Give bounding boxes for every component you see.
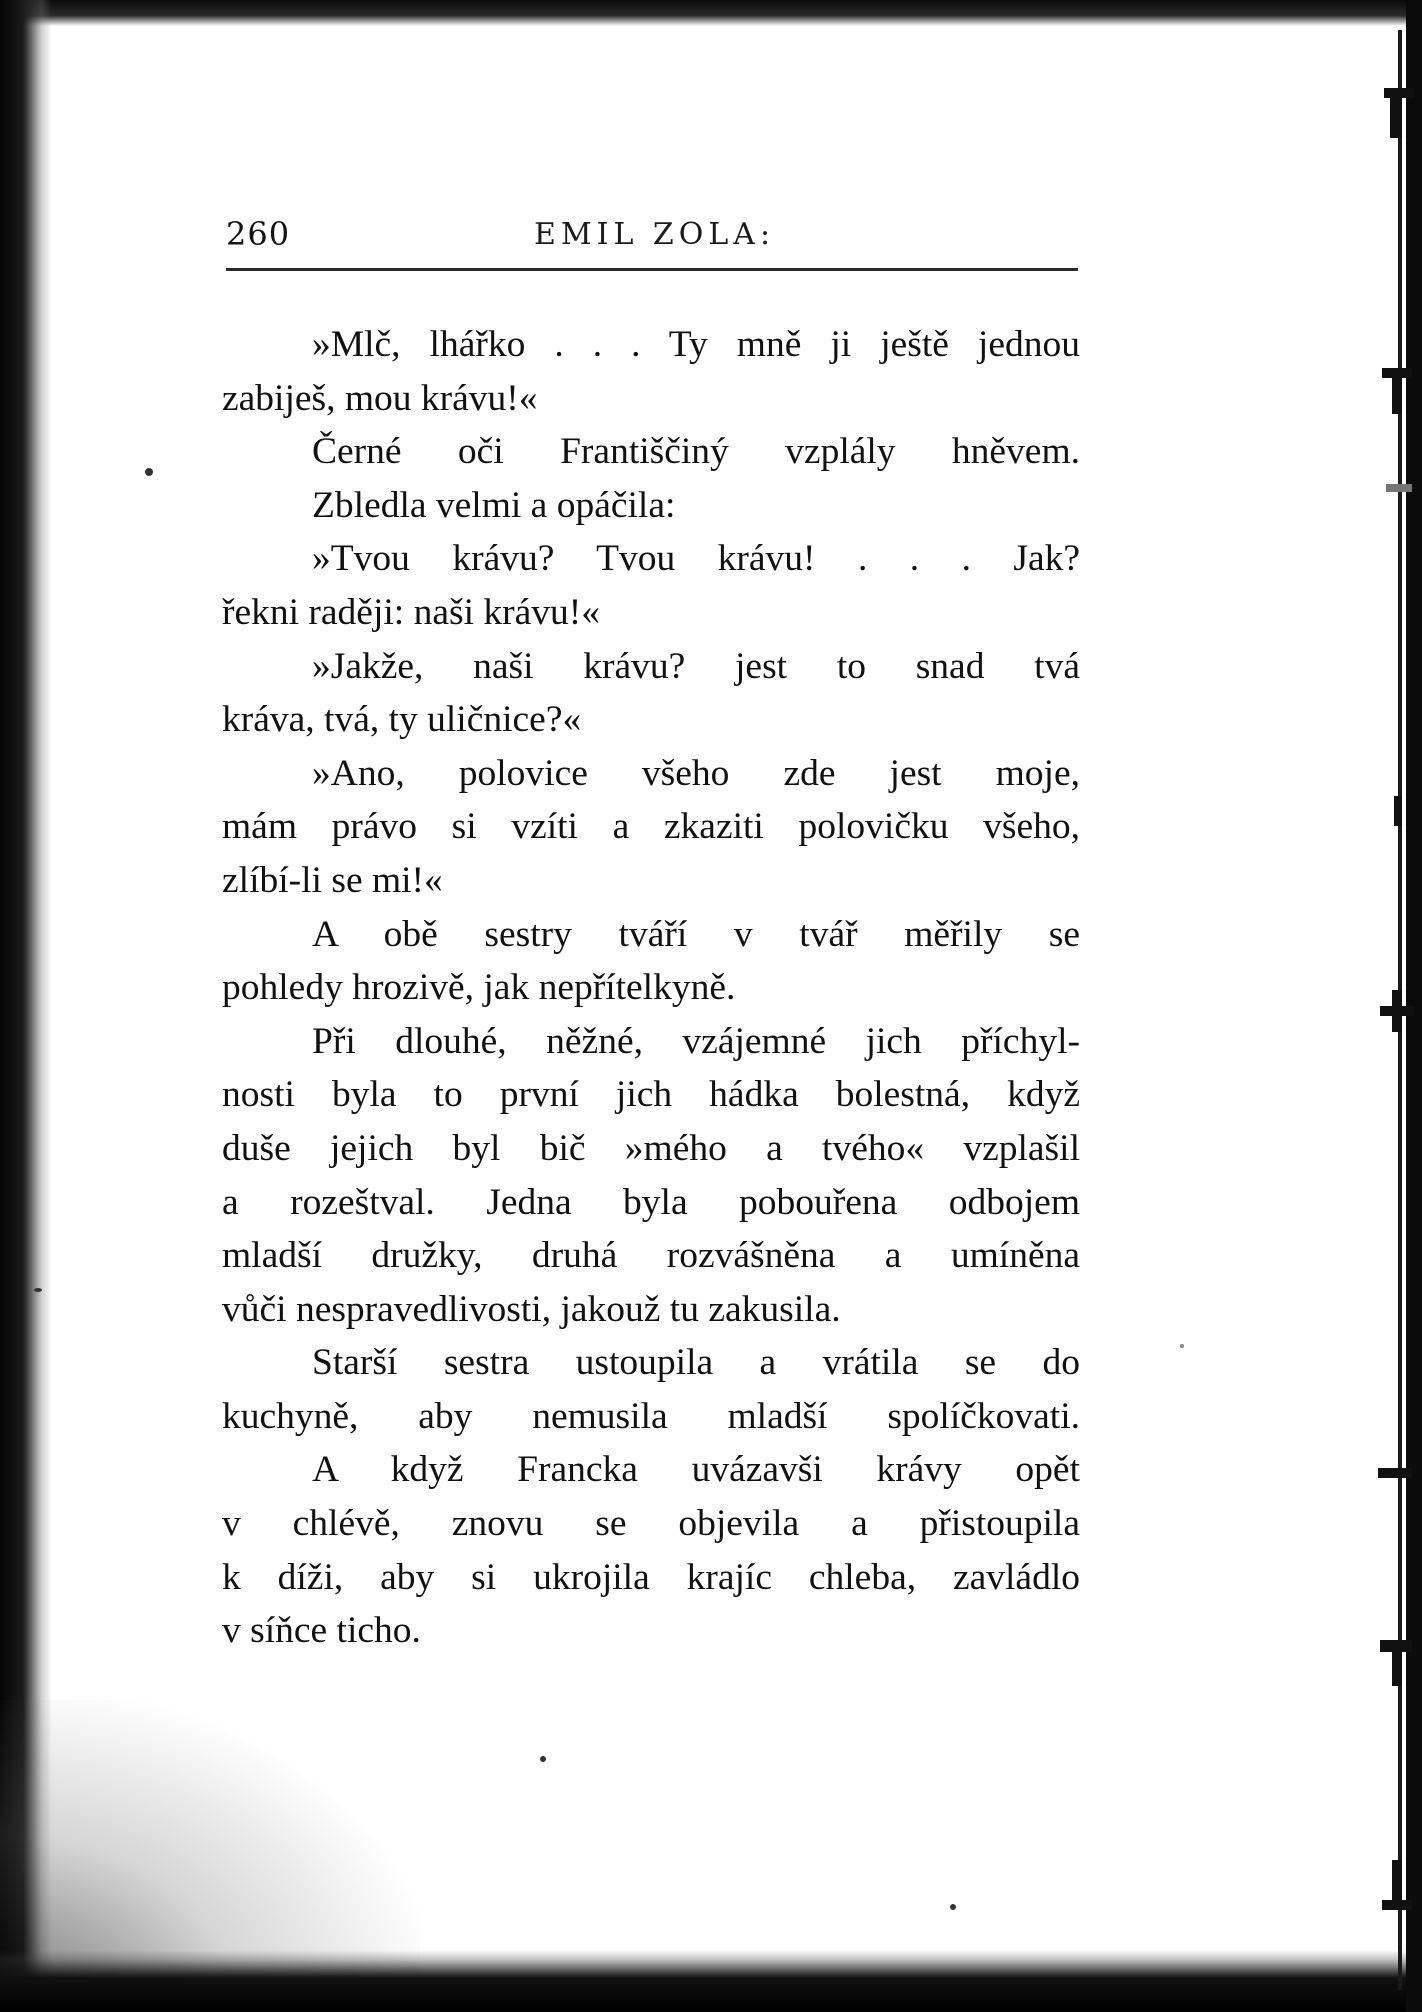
binding-mark bbox=[1392, 1860, 1402, 1900]
scan-edge-bottom bbox=[0, 1950, 1422, 2012]
scan-speck bbox=[145, 468, 153, 476]
text-line: zlíbí-li se mi!« bbox=[222, 859, 443, 901]
binding-mark bbox=[1392, 990, 1402, 1032]
page-header bbox=[226, 215, 1078, 255]
text-line: v síňce ticho. bbox=[222, 1610, 421, 1652]
text-line: kuchyně, aby nemusila mladší spolíčkovati. bbox=[222, 1395, 1080, 1437]
binding-mark bbox=[1386, 484, 1412, 492]
text-line: »Ano, polovice všeho zde jest moje, bbox=[312, 752, 1080, 794]
text-line: řekni raději: naši krávu!« bbox=[222, 591, 600, 633]
text-line: Zbledla velmi a opáčila: bbox=[312, 484, 676, 526]
text-line: A obě sestry tváří v tvář měřily se bbox=[312, 913, 1080, 955]
text-line: »Mlč, lhářko . . . Ty mně ji ještě jednou bbox=[312, 324, 1080, 365]
binding-mark bbox=[1392, 378, 1402, 414]
scan-edge-top bbox=[0, 0, 1422, 26]
binding-mark bbox=[1382, 1900, 1412, 1910]
text-line: nosti byla to první jich hádka bolestná, když bbox=[222, 1074, 1080, 1116]
text-line: v chlévě, znovu se objevila a přistoupila bbox=[222, 1503, 1080, 1545]
page-number: 260 bbox=[226, 215, 291, 253]
text-line: duše jejich byl bič »mého a tvého« vzplašil bbox=[222, 1127, 1080, 1169]
text-line: pohledy hrozivě, jak nepřítelkyně. bbox=[222, 967, 736, 1009]
text-line: Černé oči Františčiný vzplály hněvem. bbox=[312, 431, 1080, 473]
text-line: zabiješ, mou krávu!« bbox=[222, 377, 538, 419]
binding-mark bbox=[1382, 368, 1412, 378]
scan-speck bbox=[34, 1288, 42, 1292]
binding-mark bbox=[1378, 1468, 1412, 1478]
binding-mark bbox=[1380, 1640, 1412, 1652]
text-line: A když Francka uvázavši krávy opět bbox=[312, 1449, 1080, 1491]
running-title: EMIL ZOLA: bbox=[534, 217, 776, 252]
text-line: »Jakže, naši krávu? jest to snad tvá bbox=[312, 645, 1080, 687]
text-line: mám právo si vzíti a zkaziti polovičku všeho, bbox=[222, 806, 1080, 848]
text-line: a rozeštval. Jedna byla pobouřena odbojem bbox=[222, 1181, 1080, 1223]
body-text bbox=[222, 318, 1080, 1658]
binding-mark bbox=[1390, 98, 1402, 138]
scan-speck bbox=[1180, 1344, 1184, 1348]
binding-mark bbox=[1394, 796, 1402, 826]
scan-speck bbox=[950, 1904, 956, 1910]
binding-mark bbox=[1392, 1652, 1402, 1686]
text-line: mladší družky, druhá rozvášněna a umíněna bbox=[222, 1235, 1080, 1277]
scan-speck bbox=[540, 1756, 546, 1762]
text-line: Starší sestra ustoupila a vrátila se do bbox=[312, 1342, 1080, 1384]
binding-mark bbox=[1384, 88, 1414, 98]
text-line: kráva, tvá, ty uličnice?« bbox=[222, 699, 582, 741]
header-rule bbox=[226, 268, 1078, 271]
text-line: vůči nespravedlivosti, jakouž tu zakusila. bbox=[222, 1288, 841, 1330]
text-line: »Tvou krávu? Tvou krávu! . . . Jak? bbox=[312, 538, 1080, 580]
text-line: Při dlouhé, něžné, vzájemné jich příchyl- bbox=[312, 1020, 1080, 1062]
text-line: k díži, aby si ukrojila krajíc chleba, zavládlo bbox=[222, 1556, 1080, 1598]
